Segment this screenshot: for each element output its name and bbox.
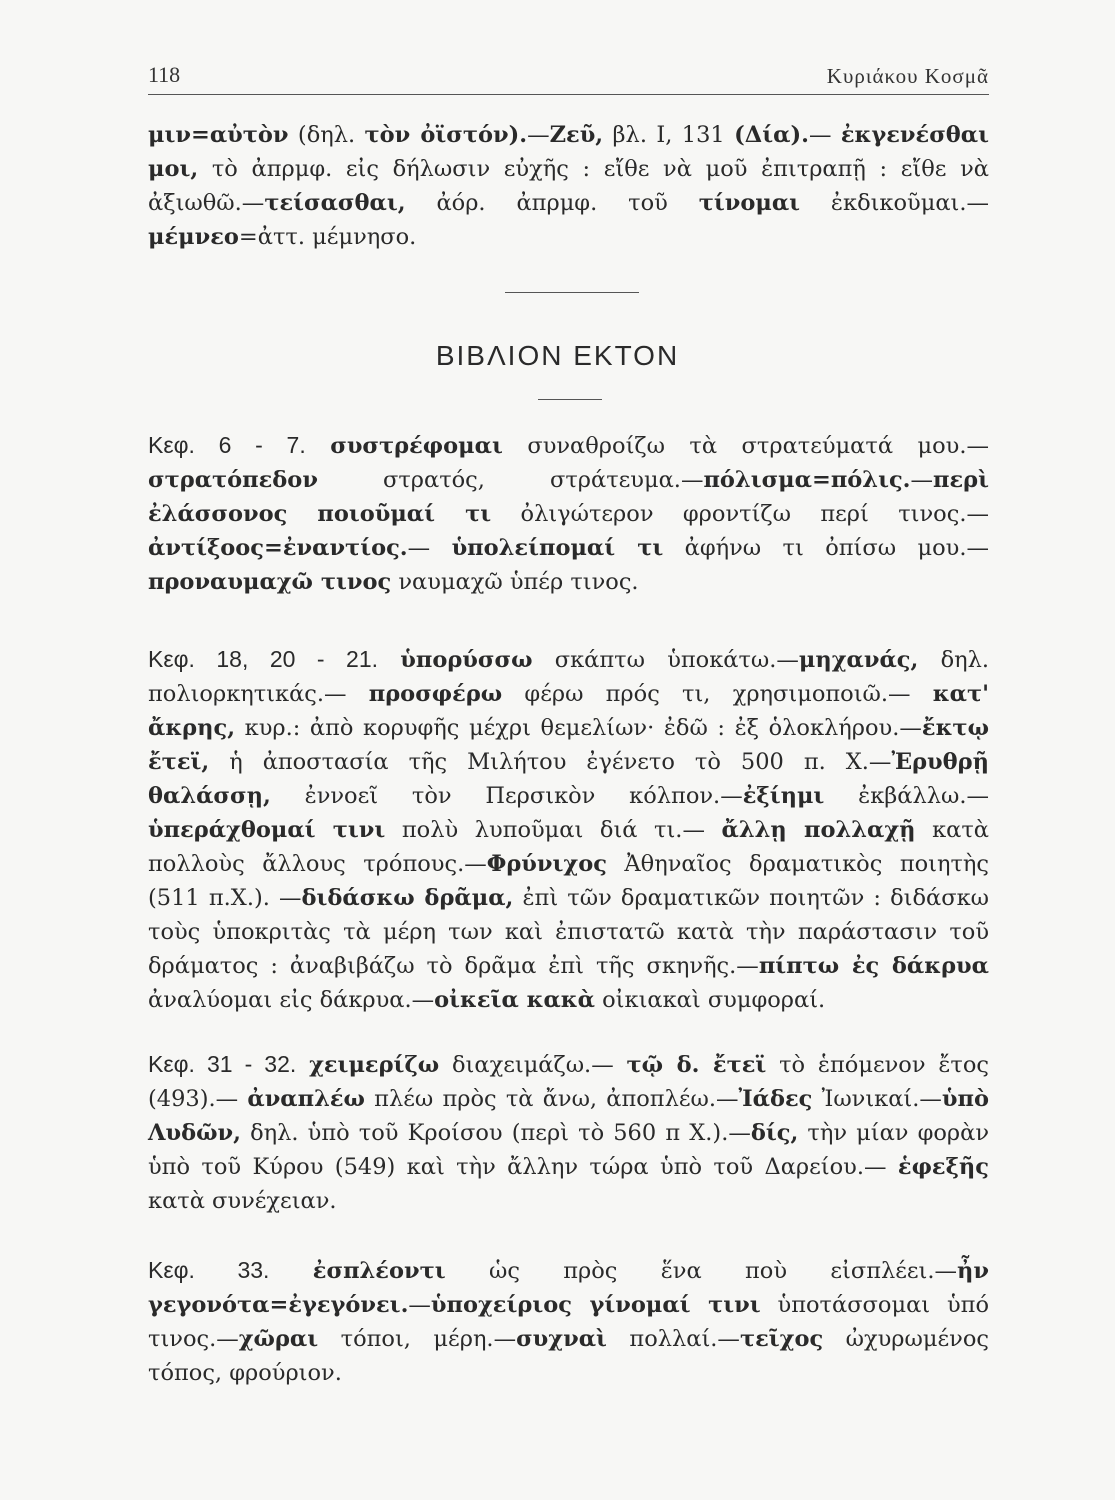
gloss-text: (δηλ. bbox=[288, 122, 365, 148]
gloss-text: — bbox=[808, 122, 841, 148]
lemma: (Δία). bbox=[734, 122, 809, 148]
lemma: ἐκγενέσθαι μοι, bbox=[148, 122, 990, 182]
gloss-text bbox=[378, 647, 400, 673]
chapter-reference: Κεφ. 31 - 32. bbox=[148, 1051, 297, 1077]
lemma: τίνομαι bbox=[698, 190, 801, 216]
gloss-text: πλέω πρὸς τὰ ἄνω, ἀποπλέω.— bbox=[364, 1086, 739, 1112]
gloss-text: ἐκβάλλω.— bbox=[824, 783, 989, 809]
gloss-text: πολλαί.— bbox=[606, 1326, 740, 1352]
gloss-text: — bbox=[407, 535, 452, 561]
lemma: τεῖχος bbox=[739, 1326, 824, 1352]
lemma: ἄλλῃ πολλαχῇ bbox=[721, 817, 916, 843]
gloss-text: τόποι, μέρη.— bbox=[318, 1326, 517, 1352]
paragraph-chapter-18-21 bbox=[148, 642, 989, 1017]
lemma: ὑποχείριος γίνομαί τινι bbox=[430, 1292, 761, 1318]
lemma: ἐσπλέοντι bbox=[312, 1258, 446, 1284]
paragraph-chapter-33 bbox=[148, 1253, 989, 1390]
lemma: διδάσκω δρᾶμα, bbox=[301, 885, 514, 911]
paragraph-chapter-31-32 bbox=[148, 1047, 989, 1218]
lemma: πόλισμα=πόλις. bbox=[703, 467, 911, 493]
lemma: ὑπεράχθομαί τινι bbox=[148, 817, 386, 843]
gloss-text: ὠχυρωμένος τόπος, φρούριον. bbox=[148, 1326, 989, 1386]
lemma: προσφέρω bbox=[368, 681, 503, 707]
lemma: συστρέφομαι bbox=[330, 433, 503, 459]
gloss-text bbox=[306, 433, 331, 459]
gloss-text: πολὺ λυποῦμαι διά τι.— bbox=[385, 817, 722, 843]
lemma: προναυμαχῶ τινος bbox=[148, 569, 392, 595]
gloss-text bbox=[269, 1258, 312, 1284]
lemma: ὑπὸ Λυδῶν, bbox=[148, 1086, 989, 1146]
gloss-text: οἰκιακαὶ συμφοραί. bbox=[594, 987, 826, 1013]
gloss-text: ἀόρ. ἀπρμφ. τοῦ bbox=[405, 190, 699, 216]
gloss-text: Ἰωνικαί.— bbox=[812, 1086, 942, 1112]
lemma: τῷ δ. ἔτεϊ bbox=[626, 1052, 767, 1078]
book-title: ΒΙΒΛΙΟΝ ΕΚΤΟΝ bbox=[435, 340, 680, 371]
gloss-text: κατὰ συνέχειαν. bbox=[148, 1188, 337, 1214]
lemma: ἀντίξοος=ἐναντίος. bbox=[148, 535, 408, 561]
page-number: 118 bbox=[148, 62, 181, 87]
gloss-text: συναθροίζω τὰ στρατεύματά μου.— bbox=[502, 433, 990, 459]
lemma: ὑπορύσσω bbox=[400, 647, 533, 673]
lemma: Ἐρυθρῇ θαλάσσῃ, bbox=[148, 749, 989, 809]
lemma: ἐξίημι bbox=[742, 783, 825, 809]
lemma: στρατόπεδον bbox=[148, 467, 318, 493]
gloss-text: τὴν μίαν φορὰν ὑπὸ τοῦ Κύρου (549) καὶ τὴν ἄλλην τώρα ὑπὸ τοῦ Δαρείου.— bbox=[148, 1120, 989, 1180]
paragraph-chapter-6-7 bbox=[148, 428, 989, 599]
lemma: οἰκεῖα κακὰ bbox=[434, 987, 595, 1013]
gloss-text: ὡς πρὸς ἕνα ποὺ εἰσπλέει.— bbox=[445, 1258, 958, 1284]
gloss-text bbox=[296, 1052, 309, 1078]
chapter-reference: Κεφ. 6 - 7. bbox=[148, 432, 306, 458]
lemma: ἔκτῳ ἔτεϊ, bbox=[148, 715, 989, 775]
lemma: πίπτω ἐς δάκρυα bbox=[758, 953, 989, 979]
gloss-text: ἡ ἀποστασία τῆς Μιλήτου ἐγένετο τὸ 500 π. Χ.— bbox=[209, 749, 892, 775]
gloss-text: κυρ.: ἀπὸ κορυφῆς μέχρι θεμελίων· ἐδῶ : ἐξ ὁλοκλήρου.— bbox=[235, 715, 922, 741]
header-rule bbox=[148, 94, 989, 95]
gloss-text: — bbox=[527, 122, 550, 148]
lemma: κατ' ἄκρης, bbox=[148, 681, 989, 741]
gloss-text: ἀφήνω τι ὀπίσω μου.— bbox=[663, 535, 989, 561]
lemma: μηχανάς, bbox=[798, 647, 919, 673]
gloss-text: βλ. I, 131 bbox=[603, 122, 735, 148]
lemma: συχναὶ bbox=[516, 1326, 607, 1352]
lemma: δίς, bbox=[750, 1120, 799, 1146]
gloss-text: δηλ. ὑπὸ τοῦ Κροίσου (περὶ τὸ 560 π Χ.).— bbox=[240, 1120, 751, 1146]
gloss-text: — bbox=[910, 467, 933, 493]
gloss-text: σκάπτω ὑποκάτω.— bbox=[532, 647, 799, 673]
gloss-text: ναυμαχῶ ὑπέρ τινος. bbox=[391, 569, 639, 595]
chapter-reference: Κεφ. 18, 20 - 21. bbox=[148, 646, 378, 672]
lemma: τείσασθαι, bbox=[264, 190, 406, 216]
gloss-text: φέρω πρός τι, χρησιμοποιῶ.— bbox=[502, 681, 933, 707]
paragraph-1 bbox=[148, 118, 989, 254]
lemma: μέμνεο bbox=[148, 224, 239, 250]
gloss-text: =ἀττ. μέμνησο. bbox=[238, 224, 417, 250]
lemma: ἦν γεγονότα=ἐγεγόνει. bbox=[148, 1258, 990, 1318]
gloss-text: ἐννοεῖ τὸν Περσικὸν κόλπον.— bbox=[270, 783, 743, 809]
gloss-text: τὸ ἑπόμενον ἔτος (493).— bbox=[148, 1052, 989, 1112]
gloss-text: ἐπὶ τῶν δραματικῶν ποιητῶν : διδάσκω τοὺς ὑποκριτὰς τὰ μέρη των καὶ ἐπιστατῶ κατὰ τὴν παράστασιν τοῦ δράματος : ἀναβιβάζω τὸ δρᾶμα ἐπὶ τῆς σκηνῆς.— bbox=[148, 885, 989, 979]
gloss-text: δηλ. πολιορκητικάς.— bbox=[148, 647, 990, 707]
gloss-text: ἀναλύομαι εἰς δάκρυα.— bbox=[148, 987, 435, 1013]
gloss-text: ὑποτάσσομαι ὑπό τινος.— bbox=[148, 1292, 990, 1352]
lemma: Ἰάδες bbox=[738, 1086, 813, 1112]
gloss-text: ἐκδικοῦμαι.— bbox=[800, 190, 990, 216]
gloss-text: στρατός, στράτευμα.— bbox=[317, 467, 704, 493]
gloss-text: διαχειμάζω.— bbox=[439, 1052, 627, 1078]
gloss-text: ὀλιγώτερον φροντίζω περί τινος.— bbox=[491, 501, 989, 527]
running-head: Κυριάκου Κοσμᾶ bbox=[826, 64, 989, 88]
gloss-text: κατὰ πολλοὺς ἄλλους τρόπους.— bbox=[148, 817, 989, 877]
section-divider-top bbox=[505, 292, 639, 293]
gloss-text: Ἀθηναῖος δραματικὸς ποιητὴς (511 π.Χ.). — bbox=[148, 851, 989, 911]
section-divider-bottom bbox=[538, 399, 602, 400]
gloss-text: τὸ ἀπρμφ. εἰς δήλωσιν εὐχῆς : εἴθε νὰ μοῦ ἐπιτραπῇ : εἴθε νὰ ἀξιωθῶ.— bbox=[148, 156, 989, 216]
lemma: Φρύνιχος bbox=[486, 851, 607, 877]
lemma: χῶραι bbox=[238, 1326, 319, 1352]
lemma: ἑφεξῆς bbox=[897, 1154, 989, 1180]
lemma: μιν=αὐτὸν bbox=[148, 122, 289, 148]
lemma: Ζεῦ, bbox=[549, 122, 604, 148]
chapter-reference: Κεφ. 33. bbox=[148, 1257, 270, 1283]
lemma: χειμερίζω bbox=[309, 1052, 440, 1078]
lemma: ὑπολείπομαί τι bbox=[451, 535, 664, 561]
lemma: ἀναπλέω bbox=[247, 1086, 365, 1112]
lemma: τὸν ὀϊστόν). bbox=[364, 122, 528, 148]
lemma: περὶ ἐλάσσονος ποιοῦμαί τι bbox=[148, 467, 989, 527]
gloss-text: — bbox=[408, 1292, 431, 1318]
